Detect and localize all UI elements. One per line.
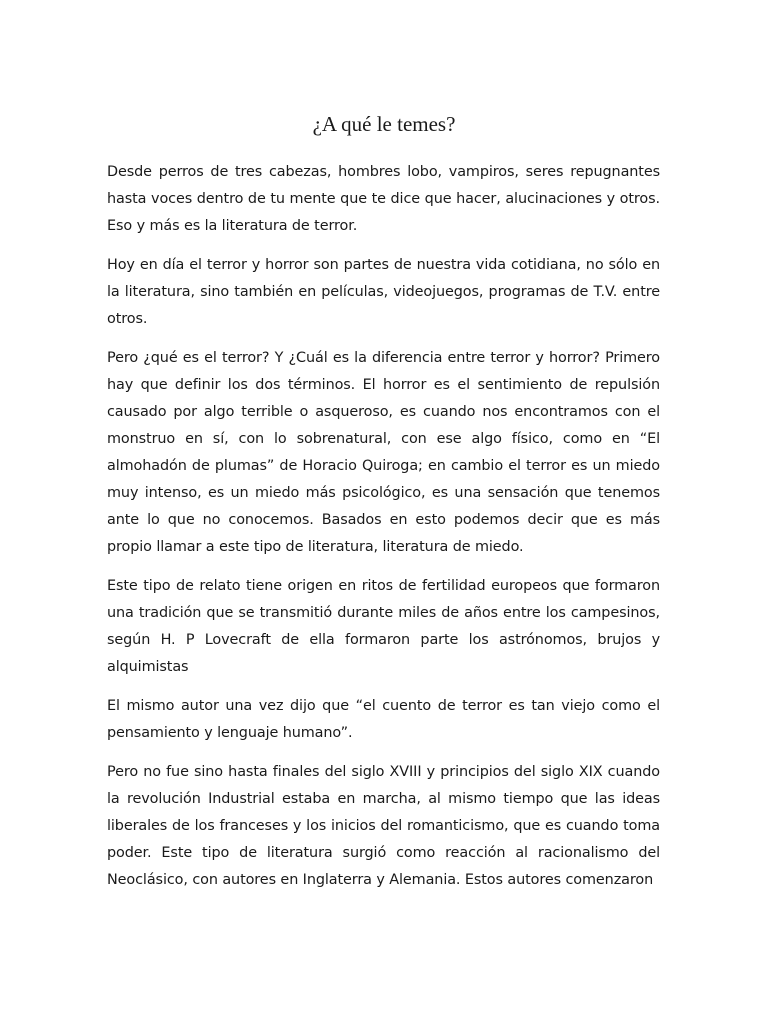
- paragraph-3: Pero ¿qué es el terror? Y ¿Cuál es la diferencia entre terror y horror? Primero hay que definir los dos términos. El horror es el sentimiento de repulsión causado por algo terrible o asqueroso, es cuando nos encontramos con el monstruo en sí, con lo sobrenatural, con ese algo físico, como en “El almohadón de plumas” de Horacio Quiroga; en cambio el terror es un miedo muy intenso, es un miedo más psicológico, es una sensación que tenemos ante lo que no conocemos. Basados en esto podemos decir que es más propio llamar a este tipo de literatura, literatura de miedo.: [107, 350, 660, 555]
- document-body: [107, 159, 660, 906]
- paragraph-4: Este tipo de relato tiene origen en ritos de fertilidad europeos que formaron una tradición que se transmitió durante miles de años entre los campesinos, según H. P Lovecraft de ella formaron parte los astrónomos, brujos y alquimistas: [107, 578, 660, 675]
- document-title: ¿A qué le temes?: [312, 112, 456, 136]
- paragraph-5: El mismo autor una vez dijo que “el cuento de terror es tan viejo como el pensamiento y lenguaje humano”.: [107, 698, 660, 741]
- paragraph-2: Hoy en día el terror y horror son partes de nuestra vida cotidiana, no sólo en la literatura, sino también en películas, videojuegos, programas de T.V. entre otros.: [107, 257, 660, 327]
- paragraph-1: Desde perros de tres cabezas, hombres lobo, vampiros, seres repugnantes hasta voces dentro de tu mente que te dice que hacer, alucinaciones y otros. Eso y más es la literatura de terror.: [107, 164, 660, 234]
- paragraph-6: Pero no fue sino hasta finales del siglo XVIII y principios del siglo XIX cuando la revolución Industrial estaba en marcha, al mismo tiempo que las ideas liberales de los franceses y los inicios del romanticismo, que es cuando toma poder. Este tipo de literatura surgió como reacción al racionalismo del Neoclásico, con autores en Inglaterra y Alemania. Estos autores comenzaron: [107, 764, 660, 888]
